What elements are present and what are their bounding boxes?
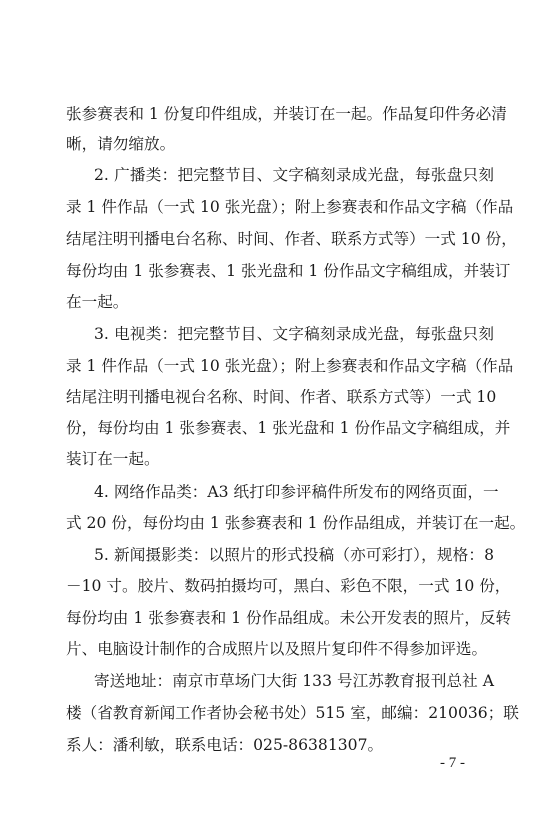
page-number: - 7 - <box>440 755 465 771</box>
address-line: 寄送地址：南京市草场门大街 133 号江苏教育报刊总社 A <box>94 672 494 690</box>
body-line: 每份均由 1 张参赛表和 1 份作品组成。未公开发表的照片，反转 <box>66 609 512 627</box>
body-line: 式 20 份，每份均由 1 张参赛表和 1 份作品组成，并装订在一起。 <box>66 514 526 532</box>
body-line: 片、电脑设计制作的合成照片以及照片复印件不得参加评选。 <box>66 640 488 658</box>
body-line: －10 寸。胶片、数码拍摄均可，黑白、彩色不限，一式 10 份， <box>66 577 511 595</box>
contact-line: 系人：潘利敏，联系电话：025-86381307。 <box>66 736 384 754</box>
photo-section-line: 5. 新闻摄影类：以照片的形式投稿（亦可彩打），规格：8 <box>94 546 494 564</box>
body-line: 份，每份均由 1 张参赛表、1 张光盘和 1 份作品文字稿组成，并 <box>66 419 511 437</box>
body-line: 在一起。 <box>66 293 129 311</box>
body-line: 晰，请勿缩放。 <box>66 135 176 153</box>
body-line: 楼（省教育新闻工作者协会秘书处）515 室，邮编：210036；联 <box>66 704 519 722</box>
tv-section-line: 3. 电视类：把完整节目、文字稿刻录成光盘，每张盘只刻 <box>94 325 494 343</box>
body-line: 录 1 件作品（一式 10 张光盘）；附上参赛表和作品文字稿（作品 <box>66 357 514 375</box>
body-line: 结尾注明刊播电视台名称、时间、作者、联系方式等）一式 10 <box>66 388 497 406</box>
body-line: 每份均由 1 张参赛表、1 张光盘和 1 份作品文字稿组成，并装订 <box>66 262 511 280</box>
body-line: 张参赛表和 1 份复印件组成，并装订在一起。作品复印件务必清 <box>66 105 507 123</box>
broadcast-section-line: 2. 广播类：把完整节目、文字稿刻录成光盘，每张盘只刻 <box>94 166 494 184</box>
body-line: 装订在一起。 <box>66 450 160 468</box>
body-line: 录 1 件作品（一式 10 张光盘）；附上参赛表和作品文字稿（作品 <box>66 198 514 216</box>
online-section-line: 4. 网络作品类：A3 纸打印参评稿件所发布的网络页面，一 <box>94 483 499 501</box>
body-line: 结尾注明刊播电台名称、时间、作者、联系方式等）一式 10 份， <box>66 230 517 248</box>
